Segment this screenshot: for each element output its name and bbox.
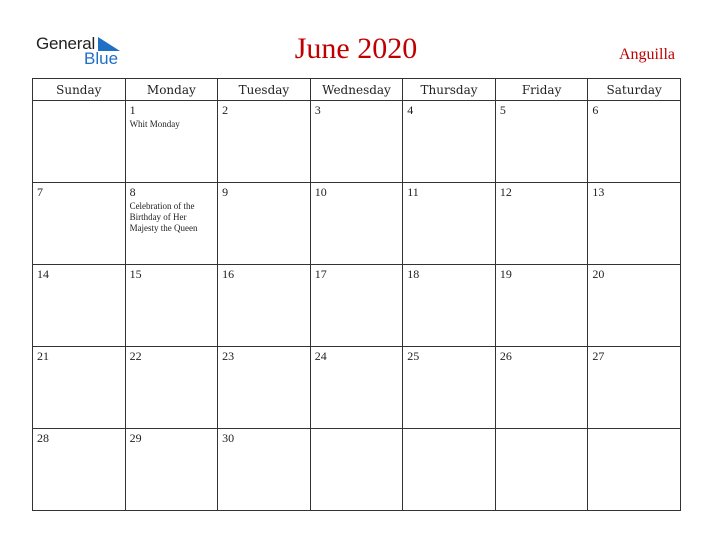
day-number: 12 [499,185,512,199]
day-cell [33,429,126,511]
day-cell [33,101,126,183]
day-cell [218,101,311,183]
day-number: 13 [592,185,605,199]
day-number: 7 [37,185,43,199]
day-cell [125,101,218,183]
holiday-label: Celebration of the Birthday of Her Majesty the Queen [129,201,198,233]
day-cell [125,265,218,347]
day-cell [218,347,311,429]
weekday-header: Friday [495,79,588,101]
day-number: 2 [222,103,229,117]
day-cell [310,347,403,429]
day-number: 18 [407,267,420,281]
day-number: 11 [407,185,419,199]
day-cell [403,347,496,429]
day-number: 28 [37,431,49,445]
day-cell [588,347,681,429]
day-number: 17 [314,267,327,281]
day-number: 23 [222,349,235,363]
day-cell [495,101,588,183]
day-number: 16 [222,267,235,281]
weekday-header-row [33,79,681,101]
day-number: 21 [37,349,49,363]
weekday-header: Tuesday [218,79,311,101]
logo-text-blue: Blue [84,49,119,68]
day-cell [310,429,403,511]
day-number: 20 [592,267,605,281]
calendar-title: June 2020 [294,32,418,65]
day-number: 4 [407,103,414,117]
day-cell [403,183,496,265]
weekday-header: Thursday [403,79,496,101]
day-cell [125,183,218,265]
day-number: 19 [499,267,512,281]
day-cell [403,265,496,347]
week-row [33,265,681,347]
calendar-grid [32,78,681,511]
day-number: 14 [37,267,49,281]
day-cell [218,183,311,265]
day-number: 29 [129,431,142,445]
day-cell [588,101,681,183]
week-row [33,429,681,511]
day-cell [495,183,588,265]
weekday-header: Monday [125,79,218,101]
day-cell [495,429,588,511]
day-number: 30 [222,431,235,445]
logo-text-general: General [36,34,96,53]
country-name: Anguilla [619,46,675,63]
week-row [33,347,681,429]
day-number: 5 [499,103,506,117]
day-number: 26 [499,349,512,363]
day-number: 25 [407,349,420,363]
day-cell [33,347,126,429]
day-number: 9 [222,185,229,199]
day-number: 15 [129,267,142,281]
day-number: 24 [314,349,327,363]
day-cell [588,265,681,347]
week-row [33,183,681,265]
day-number: 10 [314,185,327,199]
weekday-header: Sunday [33,79,126,101]
week-row [33,101,681,183]
holiday-label: Whit Monday [129,119,180,129]
day-number: 22 [129,349,142,363]
day-number: 3 [314,103,321,117]
day-cell [218,429,311,511]
day-cell [310,183,403,265]
weekday-header: Wednesday [310,79,403,101]
day-cell [495,265,588,347]
day-cell [310,265,403,347]
day-number: 6 [592,103,599,117]
day-cell [588,429,681,511]
day-cell [218,265,311,347]
day-cell [33,183,126,265]
day-cell [310,101,403,183]
day-cell [403,101,496,183]
day-cell [495,347,588,429]
day-cell [125,347,218,429]
day-number: 27 [592,349,605,363]
weekday-header: Saturday [588,79,681,101]
day-cell [588,183,681,265]
day-number: 1 [129,103,136,117]
day-cell [403,429,496,511]
day-number: 8 [129,185,136,199]
day-cell [125,429,218,511]
day-cell [33,265,126,347]
